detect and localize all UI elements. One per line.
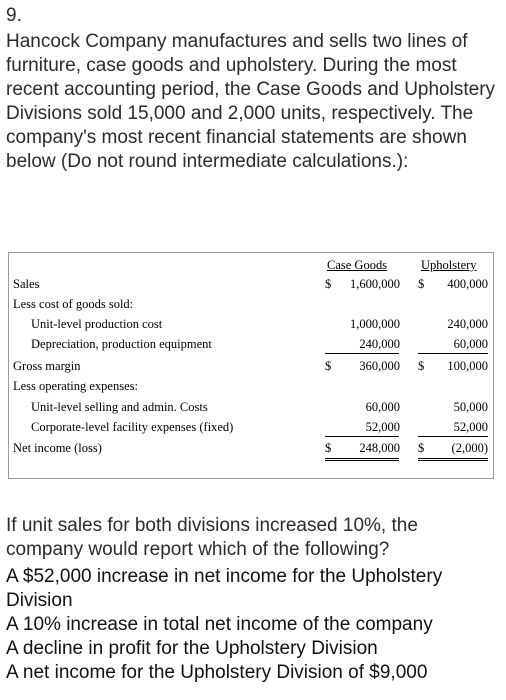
answer-option-a[interactable]: A $52,000 increase in net income for the Upholstery Division (6, 566, 443, 611)
subtotal-rule (325, 353, 399, 354)
currency-sign: $ (325, 441, 332, 455)
value-sales-case-goods: 1,600,000 (350, 277, 400, 291)
value-gross-margin-upholstery: 100,000 (447, 359, 488, 373)
currency-sign: $ (418, 359, 425, 373)
value-gross-margin-case-goods: 360,000 (359, 359, 400, 373)
question-number: 9. (6, 5, 22, 26)
value-production-case-goods: 1,000,000 (350, 317, 400, 331)
currency-sign: $ (418, 277, 425, 291)
row-label-unit-production-cost: Unit-level production cost (31, 317, 163, 331)
row-label-sales: Sales (13, 277, 40, 291)
value-sales-upholstery: 400,000 (447, 277, 488, 291)
row-label-net-income: Net income (loss) (13, 441, 102, 455)
row-label-opex-header: Less operating expenses: (13, 379, 138, 393)
total-double-rule (325, 458, 399, 461)
subtotal-rule (418, 436, 488, 437)
row-label-corporate-facility: Corporate-level facility expenses (fixed) (31, 420, 234, 434)
col-header-upholstery: Upholstery (421, 258, 477, 272)
total-double-rule (418, 458, 488, 461)
value-net-income-case-goods: 248,000 (359, 441, 400, 455)
value-depreciation-case-goods: 240,000 (359, 337, 400, 351)
question-text: Hancock Company manufactures and sells two lines of furniture, case goods and upholstery. During the most recent accounting period, the Case Goods and Upholstery Divisions sold 15,000 and 2,000 units, respectively. The company's most recent financial statements are shown below (Do not round intermediate calculations.): (6, 31, 496, 172)
value-facility-upholstery: 52,000 (453, 420, 488, 434)
question-prompt: If unit sales for both divisions increased 10%, the company would report which of the following? (6, 515, 418, 560)
currency-sign: $ (418, 441, 425, 455)
subtotal-rule (325, 436, 399, 437)
answer-option-c[interactable]: A decline in profit for the Upholstery Division (6, 638, 378, 659)
col-header-case-goods: Case Goods (327, 258, 388, 272)
answer-option-b[interactable]: A 10% increase in total net income of the company (6, 614, 433, 635)
value-selling-upholstery: 50,000 (453, 400, 488, 414)
value-net-income-upholstery: (2,000) (451, 441, 488, 455)
answer-option-d[interactable]: A net income for the Upholstery Division of $9,000 (6, 662, 428, 683)
value-facility-case-goods: 52,000 (365, 420, 400, 434)
row-label-depreciation: Depreciation, production equipment (31, 337, 212, 351)
value-selling-case-goods: 60,000 (365, 400, 400, 414)
currency-sign: $ (325, 277, 332, 291)
value-production-upholstery: 240,000 (447, 317, 488, 331)
subtotal-rule (418, 353, 488, 354)
financial-statement (8, 252, 494, 479)
row-label-gross-margin: Gross margin (13, 359, 81, 373)
currency-sign: $ (325, 359, 332, 373)
row-label-cogs-header: Less cost of goods sold: (13, 297, 134, 311)
row-label-unit-selling-admin: Unit-level selling and admin. Costs (31, 400, 208, 414)
value-depreciation-upholstery: 60,000 (453, 337, 488, 351)
